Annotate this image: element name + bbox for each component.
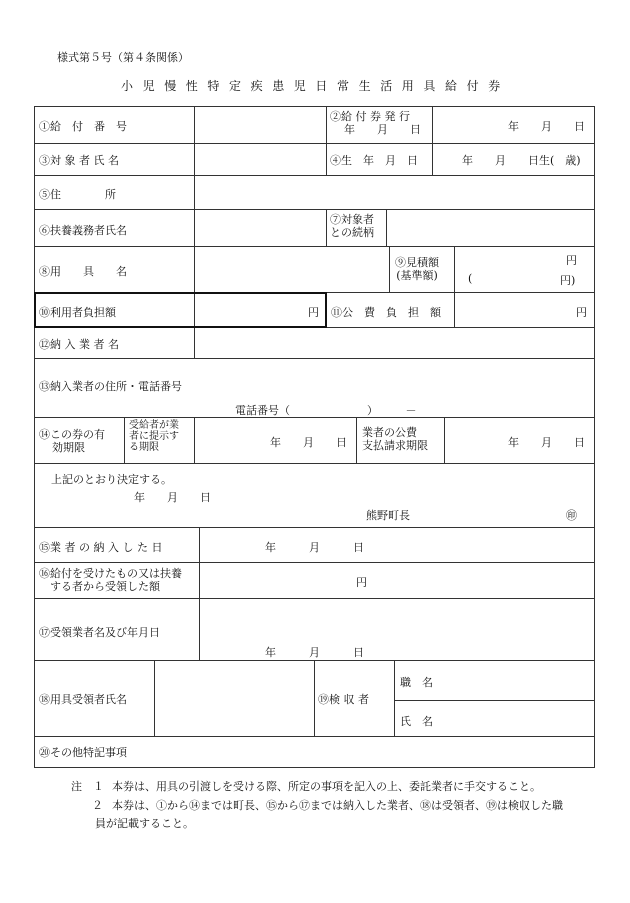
seal-icon: ㊞: [566, 509, 577, 522]
note-1-number: 注 １: [71, 780, 104, 793]
value-estimate-yen: 円: [566, 254, 577, 267]
label-subject-name: ③対 象 者 氏 名: [39, 154, 119, 167]
label-vendor-name: ⑫納 入 業 者 名: [39, 338, 119, 351]
label-inspector: ⑲検 収 者: [318, 693, 369, 706]
text-mayor: 熊野町長: [366, 509, 410, 522]
label-special-notes: ⑳その他特記事項: [39, 746, 127, 759]
value-delivery-date: 年 月 日: [265, 541, 364, 554]
value-public-burden-yen: 円: [576, 306, 587, 319]
label-received-amount: ⑯給付を受けたもの又は扶養 する者から受領した額: [39, 567, 182, 593]
label-vendor-address-phone: ⑬納入業者の住所・電話番号: [39, 380, 182, 393]
label-issue-date: ②給 付 券 発 行 年 月 日: [330, 110, 421, 136]
value-user-burden-yen: 円: [308, 306, 319, 319]
label-validity: ⑭この券の有 効期限: [39, 428, 105, 454]
value-base-open: (: [468, 272, 473, 285]
note-2-text: 本券は、①から⑭までは町長、⑮から⑰までは納入した業者、⑱は受領者、⑲は検収した職: [112, 799, 563, 812]
label-birth-date: ④生 年 月 日: [330, 154, 418, 167]
label-delivery-date: ⑮業 者 の 納 入 し た 日: [39, 541, 163, 554]
page-title: 小児慢性特定疾患児日常生活用具給付券: [121, 79, 510, 93]
form-number: 様式第５号（第４条関係）: [57, 51, 189, 64]
label-equipment-name: ⑧用 具 名: [39, 265, 127, 278]
value-receiving-date: 年 月 日: [265, 646, 364, 659]
value-received-amount-yen: 円: [356, 576, 367, 589]
label-inspector-name: 氏 名: [400, 715, 433, 728]
label-receiving-vendor: ⑰受領業者名及び年月日: [39, 626, 160, 639]
note-2-number: ２: [92, 799, 103, 812]
value-base-yen: 円): [560, 274, 576, 287]
label-inspector-title: 職 名: [400, 676, 433, 689]
label-guardian-name: ⑥扶養義務者氏名: [39, 224, 127, 237]
label-relationship: ⑦対象者 との続柄: [330, 213, 374, 239]
label-grant-number: ①給 付 番 号: [39, 120, 127, 133]
label-estimate: ⑨見積額 (基準額): [395, 256, 439, 282]
value-billing-deadline: 年 月 日: [508, 436, 585, 449]
value-decision-date: 年 月 日: [134, 491, 211, 504]
value-phone-number: 電話番号（ ） －: [235, 404, 417, 417]
value-presentation-deadline: 年 月 日: [270, 436, 347, 449]
text-decision: 上記のとおり決定する。: [51, 473, 172, 486]
label-address: ⑤住 所: [39, 188, 116, 201]
label-user-burden: ⑩利用者負担額: [39, 306, 116, 319]
value-birth-date: 年 月 日生( 歳): [462, 154, 581, 167]
value-issue-date: 年 月 日: [508, 120, 585, 133]
label-public-burden: ⑪公 費 負 担 額: [331, 306, 441, 319]
label-presentation-deadline: 受給者が業 者に提示す る期限: [129, 420, 179, 453]
label-billing-deadline: 業者の公費 支払請求期限: [362, 426, 428, 452]
note-2-text-cont: 員が記載すること。: [95, 817, 194, 830]
note-1-text: 本券は、用具の引渡しを受ける際、所定の事項を記入の上、委託業者に手交すること。: [112, 780, 541, 793]
label-equipment-recipient: ⑱用具受領者氏名: [39, 693, 127, 706]
